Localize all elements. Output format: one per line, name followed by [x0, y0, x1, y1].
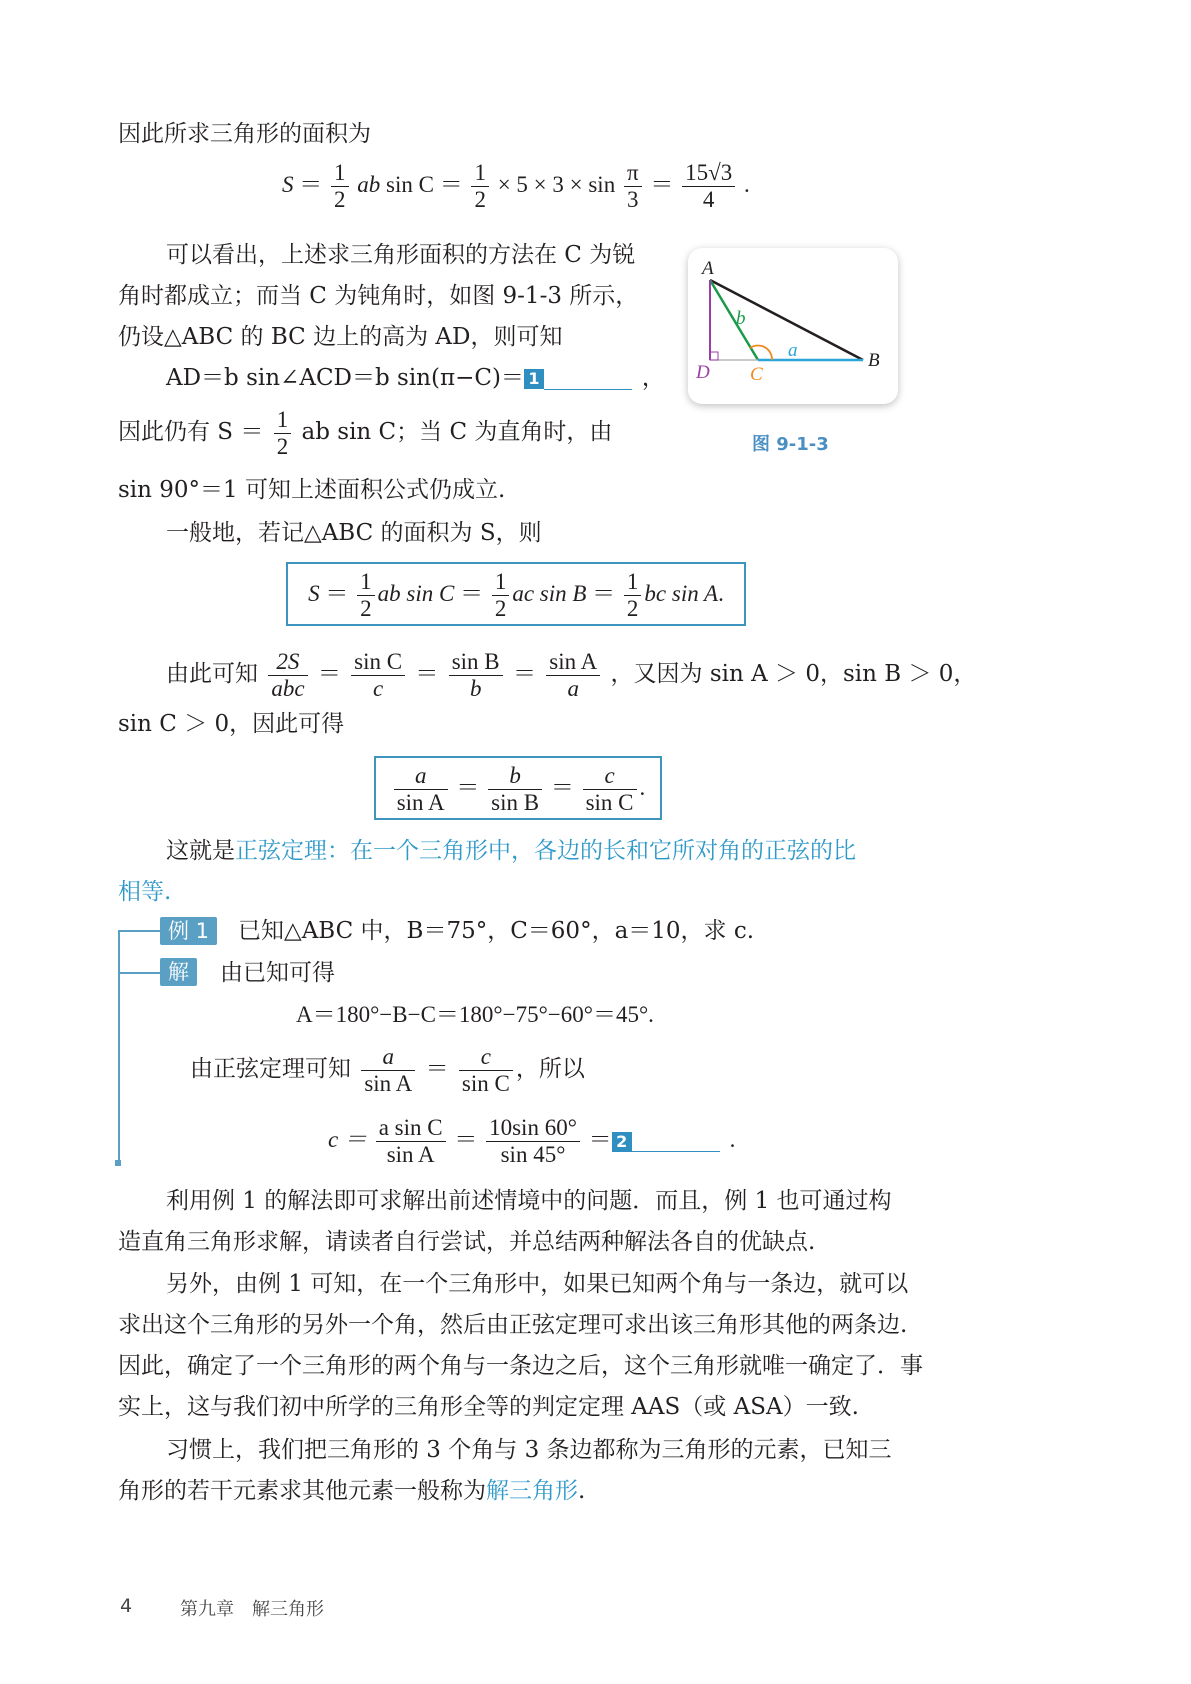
eq-sign: ＝	[460, 581, 484, 606]
example-bracket-top	[118, 930, 160, 932]
term-solve-triangle: 解三角形	[486, 1478, 578, 1504]
intro-line: 因此所求三角形的面积为	[118, 121, 371, 147]
symbol-S: S	[282, 171, 294, 197]
symbol-S: S	[308, 581, 320, 606]
footer-chapter: 第九章	[180, 1599, 234, 1620]
example-bracket-mid	[118, 972, 160, 974]
para3-line2: sin C ＞ 0，因此可得	[118, 711, 345, 737]
blank-2-badge: 2	[612, 1132, 632, 1152]
eq-sign: ＝	[325, 581, 349, 606]
para5-line4: 实上，这与我们初中所学的三角形全等的判定定理 AAS（或 ASA）一致.	[118, 1394, 859, 1420]
line5-lead: 因此仍有 S ＝	[118, 419, 264, 445]
triangle-figure	[688, 248, 898, 404]
label-b: b	[736, 308, 746, 329]
para5-line1: 另外，由例 1 可知，在一个三角形中，如果已知两个角与一条边，就可以	[166, 1271, 909, 1297]
para2: 一般地，若记△ABC 的面积为 S，则	[166, 520, 542, 546]
blank-2-line[interactable]	[632, 1131, 720, 1152]
blank-1-badge: 1	[524, 369, 544, 389]
fraction-10sin60-sin45: $\frac{10\sin 60^\circ}{\sin 45^\circ}$	[486, 1115, 580, 1168]
solution-line2: A＝180°−B−C＝180°−75°−60°＝45°.	[296, 1002, 654, 1027]
para5-line2: 求出这个三角形的另外一个角，然后由正弦定理可求出该三角形其他的两条边.	[118, 1312, 908, 1338]
label-C: C	[750, 364, 763, 385]
fraction-half: $\frac{1}{2}$	[357, 569, 375, 622]
fraction-sinA-a: $\frac{\text{sin A}}{a}$	[546, 649, 600, 702]
fraction-a-sinA: $\frac{a}{\text{sin A}}$	[361, 1044, 415, 1097]
figure-card	[688, 248, 898, 404]
eq-sign: ＝	[299, 171, 323, 197]
para4-line2: 造直角三角形求解，请读者自行尝试，并总结两种解法各自的优缺点.	[118, 1229, 816, 1255]
fraction-a-sinA: $\frac{a}{\text{sin A}}$	[394, 763, 448, 816]
para1-line5	[118, 404, 612, 460]
label-B: B	[868, 350, 880, 371]
fraction-2S-abc: $\frac{2S}{\text{abc}}$	[268, 649, 307, 702]
line5-tail: ab sin C；当 C 为直角时，由	[301, 419, 613, 445]
example-1-tag: 例 1	[160, 917, 217, 945]
comma: ，	[641, 365, 665, 391]
term-acsinB: ac sin B	[512, 581, 587, 606]
fraction-sinC-c: $\frac{\text{sin C}}{c}$	[351, 649, 405, 702]
para1-line1: 可以看出，上述求三角形面积的方法在 C 为锐	[166, 242, 636, 268]
solution-line4: c ＝ $\frac{\text{a sin C}}{\text{sin A}}$ ＝ $\frac{10\sin 60^\circ}{\sin 45^\circ}$ ＝ 2 .	[328, 1115, 736, 1168]
para3-lead: 由此可知	[166, 661, 258, 687]
sol4-c: c ＝	[328, 1127, 367, 1152]
para1-line2: 角时都成立；而当 C 为钝角时，如图 9-1-3 所示，	[118, 283, 639, 309]
period: .	[718, 581, 724, 606]
fraction-c-sinC: $\frac{c}{\text{sin C}}$	[459, 1044, 513, 1097]
label-a: a	[788, 340, 798, 361]
example-bracket-vertical	[118, 930, 120, 1162]
solution-line3: 由正弦定理可知 $\frac{a}{\text{sin A}}$ ＝ $\frac{c}{\text{sin C}}$ ，所以	[190, 1043, 585, 1096]
fraction-c-sinC: $\frac{c}{\text{sin C}}$	[583, 763, 637, 816]
term-bcsinA: bc sin A	[644, 581, 719, 606]
theorem-line1	[166, 831, 856, 872]
term-absinC: ab sin C	[377, 581, 455, 606]
solution-tag: 解	[160, 958, 197, 986]
term-times: × 5 × 3 × sin	[497, 171, 616, 197]
blank-1-line[interactable]	[544, 369, 632, 390]
para6-line1: 习惯上，我们把三角形的 3 个角与 3 条边都称为三角形的元素，已知三	[166, 1437, 892, 1463]
fraction-half: $\frac{1}{2}$	[624, 569, 642, 622]
para3-tail: ，又因为 sin A ＞ 0，sin B ＞ 0，	[610, 661, 977, 687]
fraction-half-2: $\frac{1}{2}$	[471, 160, 489, 213]
theorem-line2: 相等.	[118, 879, 172, 905]
theorem-statement: 正弦定理：在一个三角形中，各边的长和它所对角的正弦的比	[235, 838, 856, 864]
period: .	[639, 775, 646, 800]
period: .	[729, 1127, 736, 1152]
fraction-b-sinB: $\frac{b}{\text{sin B}}$	[488, 763, 542, 816]
eq-sign: ＝	[592, 581, 616, 606]
term-sinC: sin C	[386, 171, 434, 197]
para6-line2	[118, 1471, 585, 1512]
fraction-pi-3: $\frac{\pi}{3}$	[624, 160, 642, 213]
para6-lead: 角形的若干元素求其他元素一般称为	[118, 1478, 486, 1504]
fraction-half: $\frac{1}{2}$	[331, 160, 349, 213]
para4-line1: 利用例 1 的解法即可求解出前述情境中的问题．而且，例 1 也可通过构	[166, 1188, 892, 1214]
para1-line4	[166, 358, 665, 399]
theorem-lead: 这就是	[166, 838, 235, 864]
example-bracket-end	[115, 1160, 121, 1166]
sine-law-box	[374, 756, 662, 820]
example-1-question: 已知△ABC 中，B＝75°，C＝60°，a＝10，求 c.	[238, 918, 755, 944]
label-D: D	[696, 362, 710, 383]
eq-sign: ＝	[456, 775, 480, 800]
period: .	[743, 171, 750, 197]
period: .	[578, 1478, 586, 1504]
footer-title: 解三角形	[252, 1599, 324, 1620]
fraction-sinB-b: $\frac{\text{sin B}}{b}$	[449, 649, 503, 702]
figure-caption: 图 9-1-3	[752, 434, 829, 455]
fraction-result: $\frac{15√3}{4}$	[682, 160, 735, 213]
solution-line1: 由已知可得	[220, 960, 335, 986]
sol3-lead: 由正弦定理可知	[190, 1056, 351, 1082]
sol3-tail: ，所以	[515, 1056, 585, 1082]
eq-sign: ＝	[439, 171, 463, 197]
page-number: 4	[120, 1595, 133, 1617]
area-example-formula	[282, 160, 750, 213]
label-A: A	[702, 258, 714, 279]
eq-sign: ＝	[650, 171, 674, 197]
para5-line3: 因此，确定了一个三角形的两个角与一条边之后，这个三角形就唯一确定了．事	[118, 1353, 923, 1379]
right-angle-mark	[710, 352, 718, 360]
fraction-asinC-sinA: $\frac{\text{a sin C}}{\text{sin A}}$	[376, 1115, 446, 1168]
para1-line3: 仍设△ABC 的 BC 边上的高为 AD，则可知	[118, 324, 563, 350]
area-formula-box	[286, 562, 746, 626]
fraction-half: $\frac{1}{2}$	[492, 569, 510, 622]
ad-formula: AD＝b sin∠ACD＝b sin(π−C)＝	[166, 365, 524, 391]
para1-line6: sin 90°＝1 可知上述面积公式仍成立.	[118, 477, 506, 503]
eq-sign: ＝	[550, 775, 574, 800]
fraction-half-3: $\frac{1}{2}$	[274, 407, 292, 460]
para3-line1: 由此可知 $\frac{2S}{\text{abc}}$ ＝ $\frac{\text{sin C}}{c}$ ＝ $\frac{\text{sin B}}{b}$ ＝ $\frac{\text{sin A}}{a}$ ，又因为 sin A ＞ 0，sin B ＞ 0，	[166, 648, 977, 701]
term-ab: ab	[357, 171, 381, 197]
